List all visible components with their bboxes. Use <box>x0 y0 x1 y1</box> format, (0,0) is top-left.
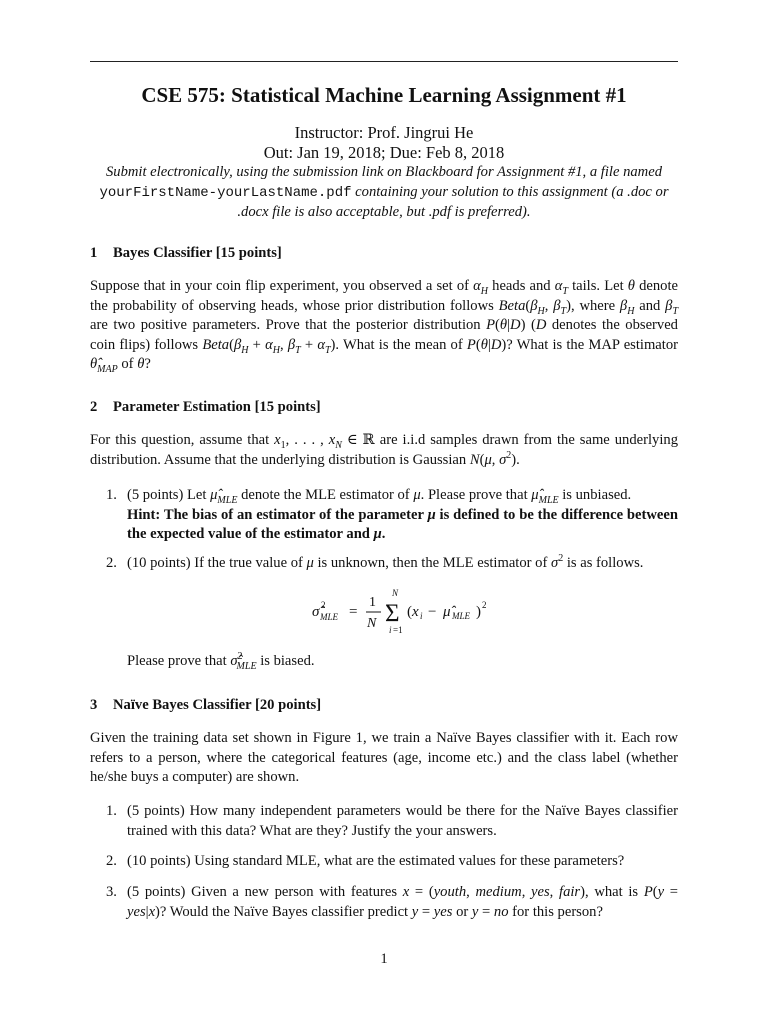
page-title: CSE 575: Statistical Machine Learning Assignment #1 <box>141 83 627 107</box>
list-item <box>106 554 678 574</box>
submission-note <box>90 163 678 223</box>
svg-text:=: = <box>349 604 358 620</box>
list-text: (5 points) Given a new person with features x = (youth, medium, yes, fair), what is P(y = yes|x)? Would the Naïve Bayes classifier predict y = yes or y = no for this person? <box>127 884 679 920</box>
list-item <box>106 852 678 872</box>
svg-text:(: ( <box>407 604 412 620</box>
section-number: 1 <box>90 245 98 261</box>
list-number: 2. <box>106 853 117 869</box>
list-text: (10 points) Using standard MLE, what are the estimated values for these parameters? <box>127 853 625 869</box>
svg-text:2: 2 <box>321 600 326 610</box>
list-text: (10 points) If the true value of μ is unknown, then the MLE estimator of $\sigma^2$ is as follows. <box>127 553 644 571</box>
submission-text-2: containing your solution to this assignment (a .doc or .docx file is also acceptable, but .pdf is preferred). <box>237 183 669 220</box>
list-number: 1. <box>106 803 117 819</box>
svg-text:−: − <box>428 604 437 620</box>
mle-variance-equation <box>0 588 768 634</box>
section-title: Naïve Bayes Classifier [20 points] <box>113 697 322 713</box>
section-number: 2 <box>90 399 98 415</box>
svg-text:1: 1 <box>369 595 376 610</box>
list-item <box>106 883 678 922</box>
list-text: (5 points) Let $\mû_{MLE}$ denote the MLE estimator of μ. Please prove that $\mû_{MLE}$ is unbiased. Hint: The bias of an estimator of the parameter μ is defined to be the difference between the expected value of the estimator and μ. <box>127 487 678 542</box>
section-heading-1 <box>90 244 678 264</box>
section-1-paragraph: Suppose that in your coin flip experiment, you observed a set of $\alpha_H$ heads and $\alpha_T$ tails. Let θ denote the probability of observing heads, whose prior distribution follows $Beta(\beta_H$, $\beta_T$), where $\beta_H$ and $\beta_T$ are two positive parameters. Prove that the posterior distribution P(θ|D) (D denotes the observed coin flips) follows $Beta(\beta_H + \alpha_H$, $\beta_T + \alpha_T$). What is the mean of P(θ|D)? What is the MAP estimator $\thetâ_{MAP}$ of θ? <box>90 278 679 375</box>
list-item <box>106 802 678 841</box>
section-2-paragraph: For this question, assume that $x_1$, . . . , $x_N$ ∈ ℝ are i.i.d samples drawn from the same underlying distribution. Assume that the underlying distribution is Gaussian N(μ, $\sigma^2$). <box>90 432 678 468</box>
svg-text:i: i <box>420 611 423 621</box>
hint-text: Hint: The bias of an estimator of the parameter μ is defined to be the difference between the expected value of the estimator and μ. <box>127 506 678 542</box>
section-title: Parameter Estimation [15 points] <box>113 399 321 415</box>
svg-text:): ) <box>476 604 481 620</box>
list-item <box>106 486 678 545</box>
section-2-intro <box>90 431 678 470</box>
section-1-body <box>90 277 678 375</box>
svg-text:MLE: MLE <box>320 612 338 622</box>
list-number: 2. <box>106 555 117 571</box>
list-item-continuation <box>106 652 678 672</box>
svg-text:μ̂: μ̂ <box>443 604 451 620</box>
svg-text:2: 2 <box>482 600 487 610</box>
svg-text:x: x <box>412 604 419 620</box>
svg-text:N: N <box>392 588 399 598</box>
section-title: Bayes Classifier [15 points] <box>113 245 282 261</box>
svg-text:N: N <box>367 616 377 631</box>
section-number: 3 <box>90 697 98 713</box>
svg-text:Σ: Σ <box>385 600 400 627</box>
section-3-paragraph: Given the training data set shown in Figure 1, we train a Naïve Bayes classifier with it. Each row refers to a person, where the categorical features (age, income etc.) and the class label (whether he/she buys a computer) are shown. <box>90 730 678 785</box>
list-number: 1. <box>106 487 117 503</box>
section-heading-3 <box>90 696 678 716</box>
section-3-intro <box>90 729 678 788</box>
list-number: 3. <box>106 884 117 900</box>
page-number: 1 <box>380 951 388 967</box>
list-text: (5 points) How many independent parameters would be there for the Naïve Bayes classifier trained with this data? What are they? Justify the your answers. <box>127 803 678 839</box>
svg-text:=1: =1 <box>393 625 403 635</box>
section-heading-2 <box>90 398 678 418</box>
submission-text-1: Submit electronically, using the submission link on Blackboard for Assignment #1, a file named <box>106 164 662 180</box>
dates-line: Out: Jan 19, 2018; Due: Feb 8, 2018 <box>263 143 505 162</box>
svg-text:i: i <box>389 625 392 635</box>
instructor-line: Instructor: Prof. Jingrui He <box>294 123 474 142</box>
submission-filename: yourFirstName-yourLastName.pdf <box>99 184 352 201</box>
top-rule <box>90 61 678 62</box>
svg-text:σ̂: σ̂ <box>312 604 320 620</box>
svg-text:MLE: MLE <box>452 611 470 621</box>
list-text: Please prove that σ̂$^2_{MLE}$ is biased. <box>127 651 315 672</box>
equation-svg <box>0 588 768 638</box>
